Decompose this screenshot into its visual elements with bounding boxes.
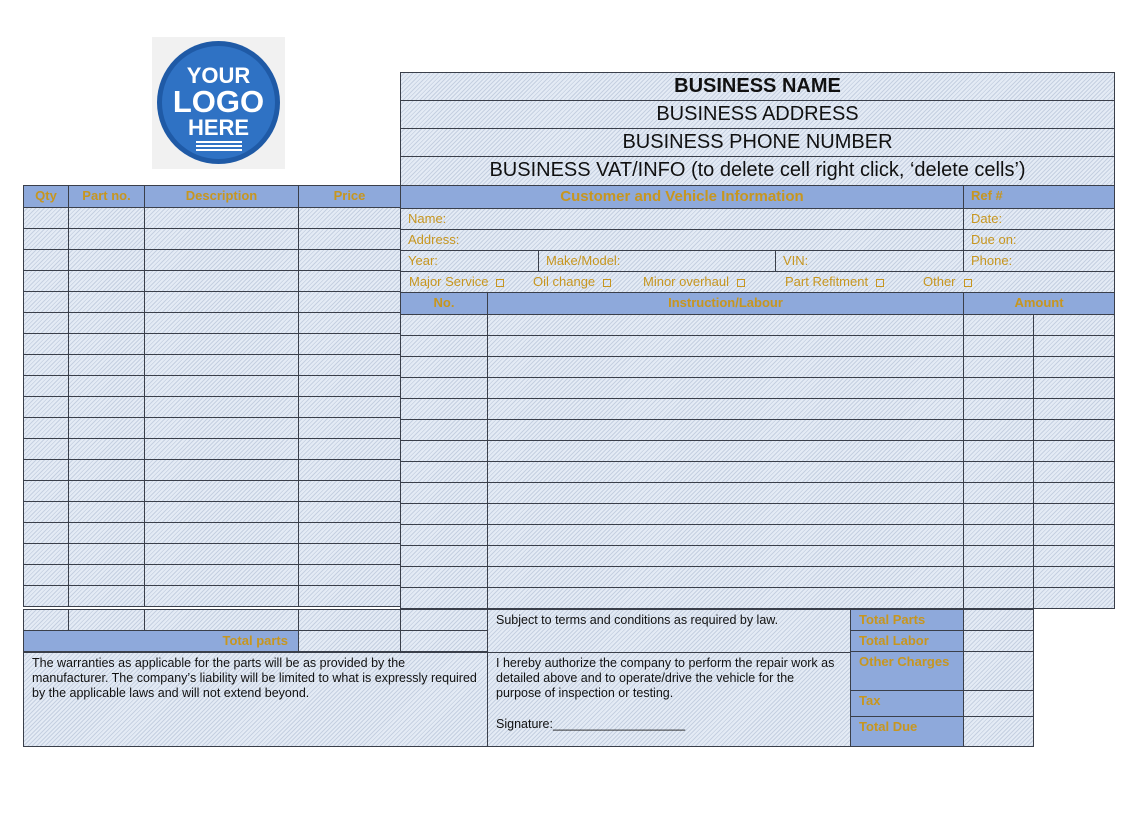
parts-cell[interactable] — [144, 417, 299, 439]
checkbox-icon[interactable] — [876, 279, 884, 287]
parts-cell[interactable] — [23, 249, 69, 271]
labour-cell[interactable] — [963, 482, 1034, 504]
logo-text-logo: LOGO — [172, 84, 265, 119]
labour-cell[interactable] — [1033, 419, 1115, 441]
parts-cell[interactable] — [144, 609, 299, 631]
parts-header-qty: Qty — [23, 185, 69, 208]
vin-field[interactable]: VIN: — [775, 250, 964, 272]
parts-cell[interactable] — [144, 585, 299, 607]
labour-cell[interactable] — [400, 398, 488, 420]
parts-cell[interactable] — [23, 564, 69, 586]
labour-cell[interactable] — [1033, 356, 1115, 378]
total-labor-value[interactable] — [963, 630, 1034, 652]
parts-cell[interactable] — [68, 543, 145, 565]
parts-cell[interactable] — [68, 501, 145, 523]
labour-cell[interactable] — [400, 587, 488, 609]
labour-cell[interactable] — [487, 314, 964, 336]
customer-name-field[interactable]: Name: — [400, 208, 964, 230]
parts-cell[interactable] — [23, 480, 69, 502]
parts-cell[interactable] — [298, 249, 401, 271]
labour-cell[interactable] — [963, 440, 1034, 462]
business-phone[interactable]: BUSINESS PHONE NUMBER — [400, 128, 1115, 157]
date-field[interactable]: Date: — [963, 208, 1115, 230]
parts-cell[interactable] — [298, 333, 401, 355]
parts-cell[interactable] — [298, 228, 401, 250]
labour-cell[interactable] — [400, 482, 488, 504]
labour-cell[interactable] — [400, 566, 488, 588]
parts-cell[interactable] — [298, 522, 401, 544]
tax-value[interactable] — [963, 690, 1034, 717]
parts-cell[interactable] — [144, 207, 299, 229]
total-parts-summary-value[interactable] — [963, 609, 1034, 631]
customer-vehicle-title: Customer and Vehicle Information — [400, 185, 964, 209]
parts-cell[interactable] — [144, 228, 299, 250]
parts-cell[interactable] — [68, 585, 145, 607]
labour-cell[interactable] — [963, 587, 1034, 609]
blank-cell[interactable] — [400, 630, 488, 652]
parts-cell[interactable] — [144, 375, 299, 397]
make-model-field[interactable]: Make/Model: — [538, 250, 776, 272]
parts-cell[interactable] — [298, 438, 401, 460]
terms-note: Subject to terms and conditions as required by law. — [487, 609, 851, 653]
ref-number[interactable]: Ref # — [963, 185, 1115, 209]
parts-cell[interactable] — [298, 270, 401, 292]
parts-cell[interactable] — [298, 543, 401, 565]
labour-cell[interactable] — [1033, 440, 1115, 462]
checkbox-icon[interactable] — [603, 279, 611, 287]
parts-cell[interactable] — [23, 459, 69, 481]
labour-cell[interactable] — [963, 398, 1034, 420]
parts-cell[interactable] — [298, 354, 401, 376]
service-label: Major Service — [409, 274, 489, 289]
blank-cell[interactable] — [400, 609, 488, 631]
parts-cell[interactable] — [298, 480, 401, 502]
service-options-row — [400, 271, 1115, 293]
labour-cell[interactable] — [1033, 503, 1115, 525]
labour-cell[interactable] — [487, 587, 964, 609]
labour-cell[interactable] — [400, 377, 488, 399]
tax-label: Tax — [850, 690, 964, 717]
labour-cell[interactable] — [1033, 335, 1115, 357]
signature-line[interactable]: Signature:___________________ — [496, 717, 686, 731]
parts-cell[interactable] — [23, 438, 69, 460]
labour-cell[interactable] — [963, 377, 1034, 399]
labour-cell[interactable] — [1033, 398, 1115, 420]
parts-cell[interactable] — [144, 438, 299, 460]
labour-cell[interactable] — [487, 356, 964, 378]
parts-cell[interactable] — [144, 501, 299, 523]
total-due-label: Total Due — [850, 716, 964, 747]
total-parts-value[interactable] — [298, 630, 401, 652]
labour-cell[interactable] — [1033, 482, 1115, 504]
parts-cell[interactable] — [144, 333, 299, 355]
parts-cell[interactable] — [23, 291, 69, 313]
service-label: Minor overhaul — [643, 274, 729, 289]
labour-cell[interactable] — [400, 524, 488, 546]
parts-cell[interactable] — [23, 609, 69, 631]
parts-cell[interactable] — [298, 396, 401, 418]
logo-text-here: HERE — [187, 115, 250, 140]
company-logo — [152, 37, 285, 169]
service-option-other[interactable] — [916, 272, 972, 292]
labour-cell[interactable] — [963, 356, 1034, 378]
labour-cell[interactable] — [487, 503, 964, 525]
labour-cell[interactable] — [487, 440, 964, 462]
parts-cell[interactable] — [68, 396, 145, 418]
parts-cell[interactable] — [23, 354, 69, 376]
labour-cell[interactable] — [963, 524, 1034, 546]
parts-cell[interactable] — [23, 543, 69, 565]
authorization-box — [487, 652, 851, 747]
warranty-note: The warranties as applicable for the parts will be as provided by the manufacturer. The company’s liability will be limited to what is expressly required by the applicable laws and will not extend beyond. — [23, 652, 488, 747]
logo-line — [196, 149, 242, 151]
parts-cell[interactable] — [144, 480, 299, 502]
service-option-part-refitment[interactable] — [778, 272, 884, 292]
logo-line — [196, 141, 242, 143]
labour-cell[interactable] — [487, 566, 964, 588]
parts-cell[interactable] — [68, 207, 145, 229]
labour-cell[interactable] — [963, 335, 1034, 357]
parts-cell[interactable] — [144, 291, 299, 313]
parts-cell[interactable] — [23, 228, 69, 250]
parts-cell[interactable] — [144, 543, 299, 565]
checkbox-icon[interactable] — [964, 279, 972, 287]
labour-cell[interactable] — [1033, 314, 1115, 336]
parts-cell[interactable] — [23, 312, 69, 334]
labour-cell[interactable] — [487, 335, 964, 357]
labour-cell[interactable] — [400, 545, 488, 567]
checkbox-icon[interactable] — [737, 279, 745, 287]
parts-cell[interactable] — [68, 354, 145, 376]
service-label: Part Refitment — [785, 274, 869, 289]
other-charges-label: Other Charges — [850, 651, 964, 691]
parts-cell[interactable] — [298, 291, 401, 313]
business-vat-info[interactable]: BUSINESS VAT/INFO (to delete cell right click, ‘delete cells’) — [400, 156, 1115, 186]
labour-cell[interactable] — [400, 419, 488, 441]
parts-cell[interactable] — [68, 375, 145, 397]
parts-cell[interactable] — [23, 585, 69, 607]
parts-cell[interactable] — [298, 312, 401, 334]
parts-cell[interactable] — [144, 270, 299, 292]
parts-cell[interactable] — [144, 396, 299, 418]
service-option-minor-overhaul[interactable] — [636, 272, 745, 292]
parts-header-part-no: Part no. — [68, 185, 145, 208]
parts-cell[interactable] — [298, 585, 401, 607]
parts-cell[interactable] — [298, 609, 401, 631]
labour-cell[interactable] — [963, 545, 1034, 567]
parts-cell[interactable] — [68, 438, 145, 460]
service-label: Other — [923, 274, 956, 289]
parts-cell[interactable] — [144, 312, 299, 334]
parts-cell[interactable] — [68, 480, 145, 502]
labour-cell[interactable] — [487, 482, 964, 504]
service-label: Oil change — [533, 274, 596, 289]
total-labor-label: Total Labor — [850, 630, 964, 652]
parts-cell[interactable] — [144, 354, 299, 376]
parts-cell[interactable] — [68, 564, 145, 586]
labour-cell[interactable] — [963, 503, 1034, 525]
labour-cell[interactable] — [400, 356, 488, 378]
parts-cell[interactable] — [68, 312, 145, 334]
parts-cell[interactable] — [298, 375, 401, 397]
due-on-field[interactable]: Due on: — [963, 229, 1115, 251]
total-parts-label: Total parts — [23, 630, 299, 652]
parts-cell[interactable] — [144, 249, 299, 271]
parts-cell[interactable] — [298, 564, 401, 586]
labour-cell[interactable] — [1033, 566, 1115, 588]
total-due-value[interactable] — [963, 716, 1034, 747]
parts-cell[interactable] — [23, 522, 69, 544]
labour-cell[interactable] — [1033, 524, 1115, 546]
labour-cell[interactable] — [1033, 545, 1115, 567]
parts-cell[interactable] — [68, 270, 145, 292]
parts-cell[interactable] — [68, 249, 145, 271]
parts-cell[interactable] — [23, 207, 69, 229]
business-name[interactable]: BUSINESS NAME — [400, 72, 1115, 101]
phone-field[interactable]: Phone: — [963, 250, 1115, 272]
labour-cell[interactable] — [1033, 377, 1115, 399]
parts-cell[interactable] — [144, 564, 299, 586]
parts-cell[interactable] — [23, 375, 69, 397]
parts-cell[interactable] — [298, 501, 401, 523]
checkbox-icon[interactable] — [496, 279, 504, 287]
parts-cell[interactable] — [68, 291, 145, 313]
labour-cell[interactable] — [400, 335, 488, 357]
parts-cell[interactable] — [68, 459, 145, 481]
other-charges-value[interactable] — [963, 651, 1034, 691]
parts-cell[interactable] — [23, 501, 69, 523]
labour-cell[interactable] — [400, 503, 488, 525]
labour-cell[interactable] — [487, 419, 964, 441]
labour-cell[interactable] — [1033, 461, 1115, 483]
logo-line — [196, 145, 242, 147]
business-address[interactable]: BUSINESS ADDRESS — [400, 100, 1115, 129]
parts-cell[interactable] — [298, 417, 401, 439]
parts-cell[interactable] — [23, 333, 69, 355]
parts-cell[interactable] — [23, 417, 69, 439]
labour-header-amount: Amount — [963, 292, 1115, 315]
total-parts-summary-label: Total Parts — [850, 609, 964, 631]
labour-cell[interactable] — [963, 314, 1034, 336]
parts-header-price: Price — [298, 185, 401, 208]
parts-cell[interactable] — [68, 522, 145, 544]
labour-cell[interactable] — [963, 419, 1034, 441]
labour-cell[interactable] — [400, 461, 488, 483]
parts-cell[interactable] — [68, 417, 145, 439]
parts-cell[interactable] — [298, 207, 401, 229]
labour-cell[interactable] — [487, 524, 964, 546]
parts-cell[interactable] — [298, 459, 401, 481]
parts-cell[interactable] — [23, 396, 69, 418]
labour-cell[interactable] — [487, 461, 964, 483]
labour-cell[interactable] — [1033, 587, 1115, 609]
service-option-major[interactable] — [402, 272, 504, 292]
labour-cell[interactable] — [487, 398, 964, 420]
parts-cell[interactable] — [144, 459, 299, 481]
year-field[interactable]: Year: — [400, 250, 539, 272]
labour-cell[interactable] — [487, 545, 964, 567]
parts-cell[interactable] — [144, 522, 299, 544]
parts-cell[interactable] — [23, 270, 69, 292]
parts-header-description: Description — [144, 185, 299, 208]
labour-cell[interactable] — [400, 314, 488, 336]
labour-cell[interactable] — [963, 461, 1034, 483]
parts-cell[interactable] — [68, 609, 145, 631]
labour-cell[interactable] — [487, 377, 964, 399]
labour-header-no: No. — [400, 292, 488, 315]
parts-cell[interactable] — [68, 333, 145, 355]
labour-cell[interactable] — [963, 566, 1034, 588]
logo-text-your: YOUR — [186, 63, 251, 88]
customer-address-field[interactable]: Address: — [400, 229, 964, 251]
parts-cell[interactable] — [68, 228, 145, 250]
service-option-oil-change[interactable] — [526, 272, 611, 292]
authorization-note: I hereby authorize the company to perform the repair work as detailed above and to operate/drive the vehicle for the purpose of inspection or testing. — [496, 656, 835, 700]
labour-cell[interactable] — [400, 440, 488, 462]
labour-header-instruction: Instruction/Labour — [487, 292, 964, 315]
